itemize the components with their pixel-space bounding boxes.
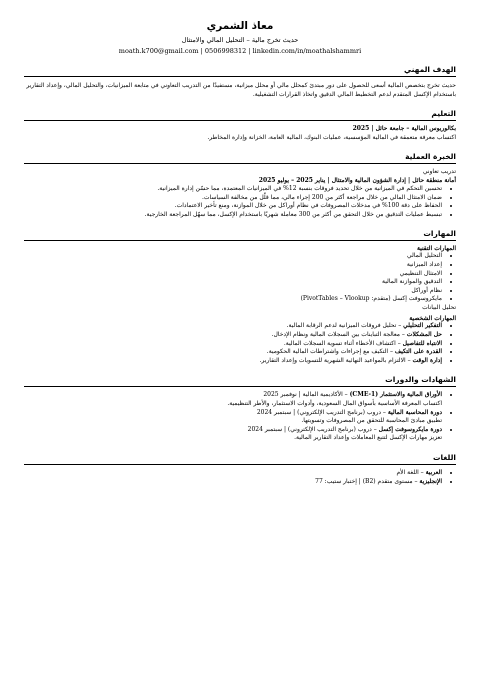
technical-skills-label: المهارات التقنية [416,245,456,253]
languages-list [24,469,456,486]
certification-meta: – دروب (برنامج التدريب الإلكتروني) | سبتمبر 2024 [247,425,379,433]
experience-bullets [24,185,456,219]
candidate-tagline: حديث تخرج مالية – التحليل المالي والامتثال [181,36,299,44]
personal-skill-text: – اكتشاف الأخطاء أثناء تسوية السجلات المالية. [283,339,403,347]
personal-skill-text: – التكيف مع إجراءات واشتراطات المالية الحكومية. [266,348,395,356]
objective-title: الهدف المهني [24,65,456,77]
languages-title: اللغات [24,453,456,465]
skills-section [24,229,456,365]
personal-skill-lead: التفكير التحليلي [403,322,442,330]
contact-line: moath.k700@gmail.com | 0506998312 | linkedin.com/in/moathalshammri [118,47,362,55]
personal-skill-text: – معالجة التباينات بين السجلات المالية ونظام الإدخال. [271,331,407,339]
personal-skill [24,331,442,340]
experience-bullet: • تبسيط عمليات التدقيق من خلال التحقق من أكثر من 300 معاملة شهريًا باستخدام الإكسل، مما سهّل المراجعة الخارجية. [24,211,442,220]
education-details: اكتساب معرفة متعمقة في المالية المؤسسية، عمليات البنوك، المالية العامة، الخزانة وإدارة المخاطر. [207,133,456,141]
certifications-title: الشهادات والدورات [24,375,456,387]
personal-skill [24,322,442,331]
education-title: التعليم [24,109,456,121]
technical-skill-extra: تحليل البيانات [422,303,456,311]
certification-desc: اكتساب المعرفة الأساسية بأسواق المال السعودية، وأدوات الاستثمار، والأطر التنظيمية. [227,400,442,407]
technical-skill: • التحليل المالي [24,252,442,261]
languages-section [24,453,456,486]
certification-desc: تعزيز مهارات الإكسل لتتبع المعاملات وإعداد التقارير المالية. [294,434,442,442]
language-level: – اللغة الأم [396,468,426,476]
personal-skill-text: – تحليل فروقات الميزانية لدعم الرقابة المالية. [286,322,404,330]
resume-header [24,20,456,55]
experience-bullet: • ضمان الامتثال المالي من خلال مراجعة أكثر من 200 إجراء مالي، مما قلّل من مخالفة السياسات. [24,194,442,203]
experience-title: الخبرة العملية [24,152,456,164]
language-item [24,469,442,478]
certifications-list [24,391,456,443]
certification-name: دورة المحاسبة المالية [387,408,442,416]
certifications-section [24,375,456,443]
experience-role: تدريب تعاوني [422,168,456,175]
certification-desc: تطبيق مبادئ المحاسبة للتحقق من المصروفات وتسويتها. [301,417,442,425]
personal-skill [24,357,442,366]
candidate-name: معاذ الشمري [206,20,274,32]
technical-skill: • إعداد الميزانية [24,261,442,270]
technical-skill: • مايكروسوفت إكسل (متقدم: PivotTables – Vlookup) [24,295,442,304]
objective-text: حديث تخرج بتخصص المالية أسعى للحصول على دور مبتدئ كمحلل مالي أو محلل ميزانية، مستفيدًا من التدريب التعاوني في متابعة الميزانيات، والتحليل المالي، وإعداد التقارير باستخدام الإكسل المتقدم لدعم التخطيط المالي الدقيق واتخاذ القرارات التشغيلية. [26,82,456,98]
certification-item [24,409,442,418]
education-degree: بكالوريوس المالية – جامعة حائل | 2025 [352,125,456,132]
language-name: العربية [425,468,442,476]
language-level: – مستوى متقدم (B2) | إختبار ستيب: 77 [315,477,420,485]
experience-org: أمانة منطقة حائل | إدارة الشؤون المالية والامتثال | يناير 2025 – يوليو 2025 [258,176,456,184]
certification-meta: – الأكاديمية المالية | نوفمبر 2025 [263,391,350,399]
certification-name: الأوراق المالية والاستثمار (CME-1) [349,391,442,399]
skills-title: المهارات [24,229,456,241]
technical-skill: • التدقيق والموازنة المالية [24,278,442,287]
certification-name: دورة مايكروسوفت إكسل [378,425,442,433]
experience-bullet: • تحسين التحكم في الميزانية من خلال تحديد فروقات بنسبة 12% في الميزانيات المعتمدة، مما حسّن إدارة الميزانية. [24,185,442,194]
technical-skills-list [24,252,456,304]
personal-skill-lead: إدارة الوقت [412,356,442,364]
certification-meta: – دروب (برنامج التدريب الإلكتروني) | سبتمبر 2024 [256,408,388,416]
objective-section [24,65,456,99]
personal-skills-label: المهارات الشخصية [409,315,456,323]
personal-skill-lead: القدرة على التكيف [394,348,442,356]
personal-skill-lead: حل المشكلات [406,331,442,339]
language-name: الإنجليزية [419,477,442,485]
experience-bullet: • الحفاظ على دقة 100% في مدخلات المصروفات في نظام أوراكل من خلال الموازنة، ومنع تأخير الاعتمادات. [24,202,442,211]
personal-skill-text: – الالتزام بالمواعيد النهائية الشهرية للتسويات وإعداد التقارير. [259,356,413,364]
technical-skill: • الامتثال التنظيمي [24,270,442,279]
personal-skill-lead: الانتباه للتفاصيل [402,339,442,347]
personal-skill [24,340,442,349]
certification-item [24,426,442,435]
education-section [24,109,456,142]
certification-item [24,391,442,400]
experience-section [24,152,456,219]
language-item [24,478,442,487]
technical-skill: • نظام أوراكل [24,287,442,296]
personal-skills-list [24,322,456,365]
personal-skill [24,348,442,357]
